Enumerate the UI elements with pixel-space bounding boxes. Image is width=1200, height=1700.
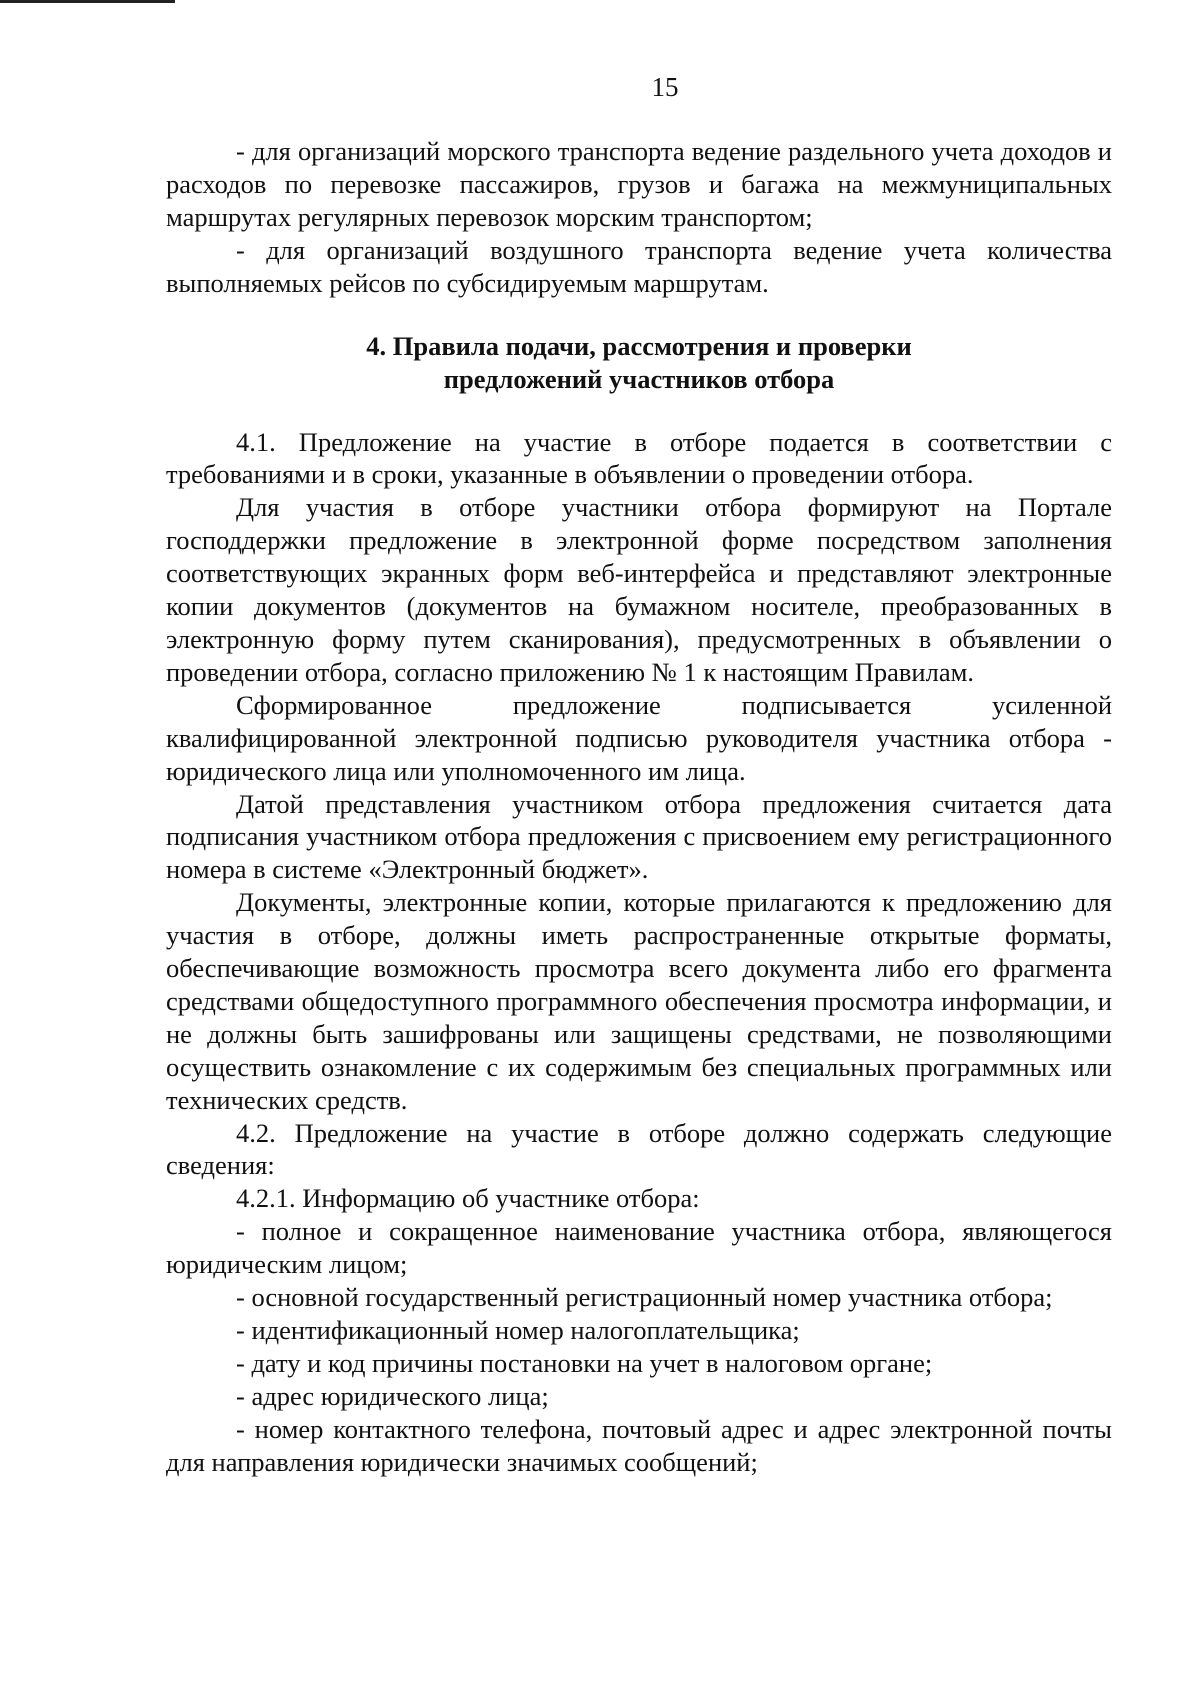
- list-item-full-name: - полное и сокращенное наименование участника отбора, являющегося юридическим лицом;: [166, 1216, 1112, 1280]
- list-item-kpp: - дату и код причины постановки на учет в налоговом органе;: [236, 1347, 933, 1378]
- section-heading-line-2: предложений участников отбора: [443, 363, 835, 394]
- section-heading-line-1: 4. Правила подачи, рассмотрения и проверки: [366, 330, 912, 361]
- paragraph-document-formats: Документы, электронные копии, которые прилагаются к предложению для участия в отборе, должны иметь распространенные открытые форматы, обеспечивающие возможность просмотра всего документа либо его фрагмента средствами общедоступного программного обеспечения просмотра информации, и не должны быть зашифрованы или защищены средствами, не позволяющими осуществить ознакомление с их содержимым без специальных программных или технических средств.: [166, 887, 1112, 1115]
- section-heading: [166, 330, 1112, 396]
- paragraph-portal-submission: Для участия в отборе участники отбора формируют на Портале господдержки предложение в электронной форме посредством заполнения соответствующих экранных форм веб-интерфейса и представляют электронные копии документов (документов на бумажном носителе, преобразованных в электронную форму путем сканирования), предусмотренных в объявлении о проведении отбора, согласно приложению № 1 к настоящим Правилам.: [166, 492, 1112, 687]
- list-item-inn: - идентификационный номер налогоплательщика;: [236, 1315, 800, 1345]
- paragraph-4-2: 4.2. Предложение на участие в отборе должно содержать следующие сведения:: [166, 1117, 1112, 1181]
- paragraph-signature: Сформированное предложение подписывается усиленной квалифицированной электронной подписью руководителя участника отбора - юридического лица или уполномоченного им лица.: [166, 689, 1112, 786]
- document-body: [166, 135, 1112, 1479]
- paragraph-air-transport: - для организаций воздушного транспорта ведение учета количества выполняемых рейсов по субсидируемым маршрутам.: [166, 234, 1112, 298]
- list-item-address: - адрес юридического лица;: [236, 1380, 549, 1411]
- paragraph-4-2-1: 4.2.1. Информацию об участнике отбора:: [236, 1183, 700, 1214]
- paragraph-4-1: 4.1. Предложение на участие в отборе подается в соответствии с требованиями и в сроки, указанные в объявлении о проведении отбора.: [166, 426, 1112, 490]
- page-number: 15: [651, 72, 679, 102]
- scan-edge-mark: [0, 0, 175, 3]
- paragraph-submission-date: Датой представления участником отбора предложения считается дата подписания участником отбора предложения с присвоением ему регистрационного номера в системе «Электронный бюджет».: [166, 788, 1112, 885]
- list-item-contacts: - номер контактного телефона, почтовый адрес и адрес электронной почты для направления юридически значимых сообщений;: [166, 1413, 1112, 1477]
- list-item-ogrn: - основной государственный регистрационный номер участника отбора;: [236, 1282, 1053, 1313]
- paragraph-sea-transport: - для организаций морского транспорта ведение раздельного учета доходов и расходов по перевозке пассажиров, грузов и багажа на межмуниципальных маршрутах регулярных перевозок морским транспортом;: [166, 136, 1112, 232]
